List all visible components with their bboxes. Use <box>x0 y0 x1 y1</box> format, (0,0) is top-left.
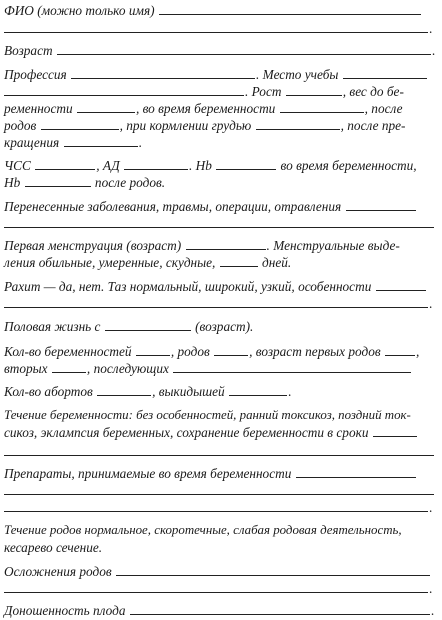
age-label: Возраст <box>4 43 53 58</box>
weight-during-field[interactable] <box>280 100 364 113</box>
complications-field[interactable] <box>116 563 430 576</box>
course-line <box>4 407 438 424</box>
hb-after-field[interactable] <box>25 174 91 187</box>
profession-field[interactable] <box>71 66 255 79</box>
breastfeeding-label: , при кормлении грудью <box>119 118 252 133</box>
end-dot: . <box>288 384 292 399</box>
after-stop-label-2: кращения <box>4 135 60 150</box>
height-field[interactable] <box>286 83 342 96</box>
hb-label-2: Hb <box>4 175 21 190</box>
hb-during-label: во время беременности, <box>280 158 417 173</box>
miscarriages-label: , выкидышей <box>152 384 225 399</box>
fio-line <box>4 2 438 19</box>
births-field[interactable] <box>214 343 248 356</box>
end-dot: . <box>138 135 142 150</box>
drugs-line <box>4 465 438 482</box>
hr-field[interactable] <box>35 157 95 170</box>
second-birth-line <box>4 360 438 377</box>
end-dot: . <box>429 296 433 311</box>
weight-before-label-2: ременности <box>4 101 73 116</box>
sex-life-label: Половая жизнь с <box>4 319 101 334</box>
days-field[interactable] <box>220 254 258 267</box>
pregnancies-label: Кол-во беременностей <box>4 344 132 359</box>
weight-line <box>4 100 438 117</box>
hb-after-line <box>4 174 438 191</box>
rickets-line <box>4 278 438 295</box>
abortions-line <box>4 383 438 400</box>
diseases-label: Перенесенные заболевания, травмы, операции, отравления <box>4 199 342 214</box>
births-label: , родов <box>170 344 210 359</box>
age-field[interactable] <box>57 42 431 55</box>
second-birth-field[interactable] <box>52 360 86 373</box>
end-dot: . <box>431 43 436 58</box>
term-label: Доношенность плода <box>4 603 126 618</box>
pregnancies-line <box>4 343 438 360</box>
weight-after-line <box>4 117 438 134</box>
labor-line-2 <box>4 539 438 556</box>
abortions-label: Кол-во абортов <box>4 384 93 399</box>
diseases-line <box>4 198 438 215</box>
drugs-field-3[interactable] <box>4 499 428 512</box>
term-field[interactable] <box>130 602 430 615</box>
complications-label: Осложнения родов <box>4 564 112 579</box>
weight-before-label: , вес до бе- <box>342 84 404 99</box>
weight-after-field[interactable] <box>41 117 119 130</box>
course-term-field-2[interactable] <box>4 455 434 456</box>
second-birth-label: вторых <box>4 361 48 376</box>
hb-after-label: после родов. <box>94 175 166 190</box>
study-place-field[interactable] <box>343 66 427 79</box>
discharge-label-2: ления обильные, умеренные, скудные, <box>4 255 216 270</box>
hr-label: ЧСС <box>4 158 31 173</box>
labor-label-2: кесарево сечение. <box>4 540 103 555</box>
sex-life-age-label: (возраст). <box>195 319 254 334</box>
drugs-line-3 <box>4 499 438 516</box>
weight-before-field[interactable] <box>77 100 135 113</box>
profession-line <box>4 66 438 83</box>
drugs-field[interactable] <box>296 465 416 478</box>
end-dot: . <box>429 500 433 515</box>
breastfeeding-field[interactable] <box>256 117 340 130</box>
discharge-label: . Менструальные выде- <box>266 238 400 253</box>
labor-line <box>4 522 438 539</box>
menarche-label: Первая менструация (возраст) <box>4 238 182 253</box>
comma: , <box>415 344 420 359</box>
days-label: дней. <box>262 255 292 270</box>
course-label: Течение беременности: без особенностей, ранний токсикоз, поздний ток- <box>4 408 411 422</box>
rickets-field[interactable] <box>376 278 426 291</box>
diseases-field[interactable] <box>346 198 416 211</box>
fio-field-2[interactable] <box>4 20 428 33</box>
rickets-line-2 <box>4 295 438 312</box>
fio-line-2 <box>4 20 438 37</box>
bp-label: , АД <box>96 158 120 173</box>
pregnancies-field[interactable] <box>136 343 170 356</box>
study-place-label: . Место учебы <box>256 67 339 82</box>
hb-label: . Hb <box>188 158 212 173</box>
complications-line-2 <box>4 580 438 597</box>
weight-during-label: , во время беременности <box>135 101 276 116</box>
miscarriages-field[interactable] <box>229 383 287 396</box>
rickets-label: Рахит — да, нет. Таз нормальный, широкий, узкий, особенности <box>4 279 372 294</box>
after-stop-field[interactable] <box>64 134 138 147</box>
subsequent-field[interactable] <box>173 360 411 373</box>
weight-after-label: , после <box>364 101 403 116</box>
drugs-field-2[interactable] <box>4 494 434 495</box>
abortions-field[interactable] <box>97 383 151 396</box>
complications-field-2[interactable] <box>4 580 428 593</box>
age-line <box>4 42 438 59</box>
end-dot: . <box>430 603 435 618</box>
hr-line <box>4 157 438 174</box>
height-label: . Рост <box>245 84 282 99</box>
sex-life-field[interactable] <box>105 318 191 331</box>
course-term-field[interactable] <box>373 424 417 437</box>
study-place-field-2[interactable] <box>4 83 244 96</box>
course-label-2: сикоз, эклампсия беременных, сохранение беременности в сроки <box>4 425 369 440</box>
drugs-label: Препараты, принимаемые во время беременности <box>4 466 292 481</box>
fio-field[interactable] <box>159 2 421 15</box>
rickets-field-2[interactable] <box>4 295 428 308</box>
end-dot: . <box>429 21 433 36</box>
labor-label: Течение родов нормальное, скоротечные, слабая родовая деятельность, <box>4 523 402 537</box>
hb-during-field[interactable] <box>216 157 276 170</box>
bp-field[interactable] <box>124 157 188 170</box>
after-stop-line <box>4 134 438 151</box>
term-line <box>4 602 438 619</box>
course-line-2 <box>4 424 438 441</box>
first-birth-label: , возраст первых родов <box>249 344 381 359</box>
height-line <box>4 83 438 100</box>
profession-label: Профессия <box>4 67 67 82</box>
fio-label: ФИО (можно только имя) <box>4 3 155 18</box>
menarche-line <box>4 237 438 254</box>
subsequent-label: , последующих <box>86 361 169 376</box>
sex-life-line <box>4 318 438 335</box>
after-stop-label: , после пре- <box>340 118 406 133</box>
menarche-field[interactable] <box>186 237 266 250</box>
first-birth-field[interactable] <box>385 343 415 356</box>
discharge-line <box>4 254 438 271</box>
complications-line <box>4 563 438 580</box>
weight-after-label-2: родов <box>4 118 37 133</box>
end-dot: . <box>429 581 433 596</box>
diseases-field-2[interactable] <box>4 227 434 228</box>
